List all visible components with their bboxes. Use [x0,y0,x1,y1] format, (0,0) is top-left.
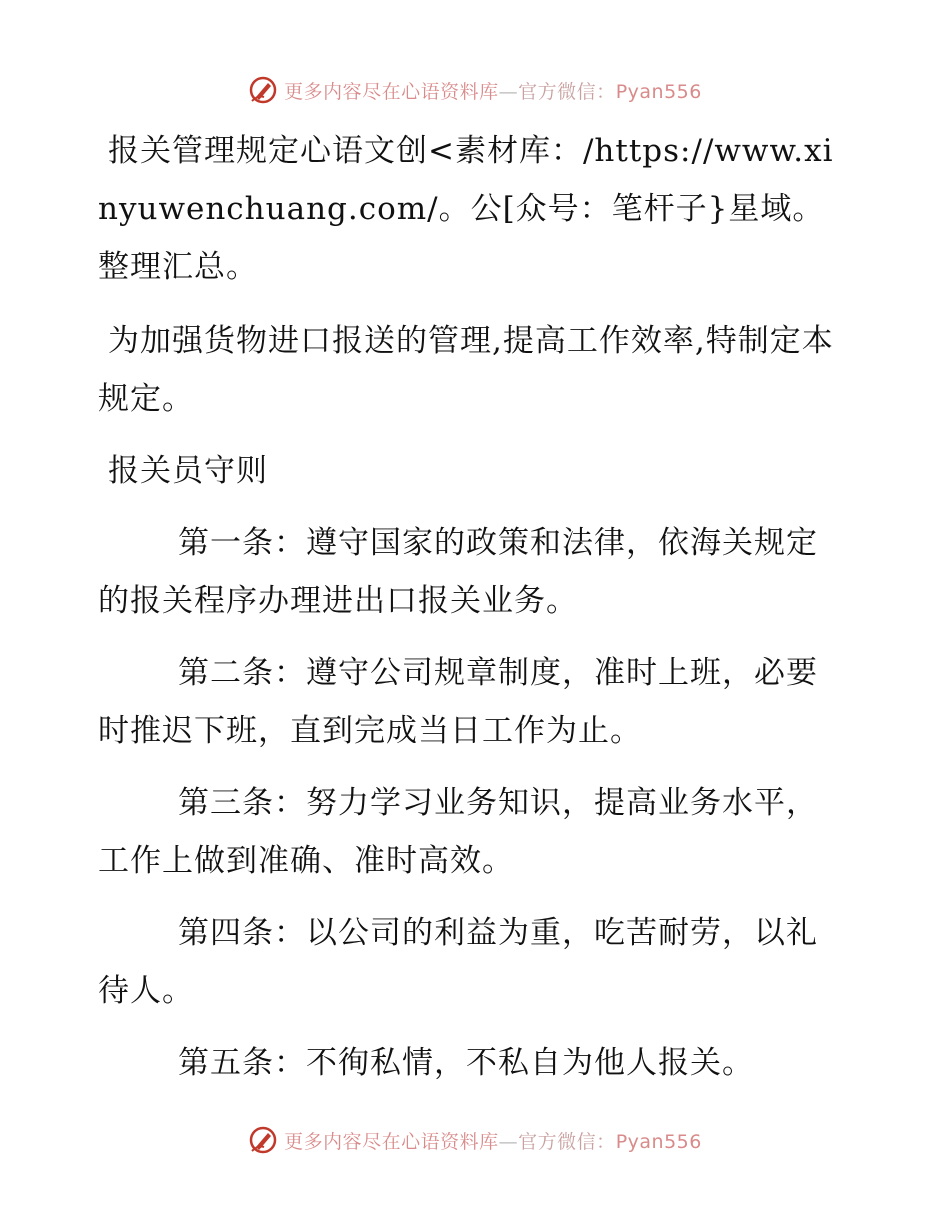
intro-paragraph: 报关管理规定心语文创<素材库：/https://www.xinyuwenchuang.com/。公[众号：笔杆子}星域。整理汇总。 [98,133,834,285]
pen-logo-icon [248,1125,278,1155]
banner-wechat-id: Pyan556 [615,1130,702,1153]
article-5: 第五条：不徇私情，不私自为他人报关。 [178,1045,754,1081]
banner-wechat-id: Pyan556 [615,80,702,103]
purpose-paragraph: 为加强货物进口报送的管理,提高工作效率,特制定本规定。 [98,323,834,417]
footer-banner [0,1120,950,1160]
banner-dash: — [498,80,519,103]
document-body [98,122,838,1092]
banner-slogan: 更多内容尽在心语资料库 [284,1130,499,1153]
header-banner [0,70,950,110]
pen-logo-icon [248,75,278,105]
banner-dash: — [498,1130,519,1153]
article-2: 第二条：遵守公司规章制度，准时上班，必要时推迟下班，直到完成当日工作为止。 [98,655,818,749]
article-4: 第四条：以公司的利益为重，吃苦耐劳，以礼待人。 [98,915,818,1009]
section-title: 报关员守则 [108,453,268,489]
banner-official-label: 官方微信： [518,80,616,103]
banner-slogan: 更多内容尽在心语资料库 [284,80,499,103]
banner-official-label: 官方微信： [518,1130,616,1153]
article-3: 第三条：努力学习业务知识，提高业务水平，工作上做到准确、准时高效。 [98,785,818,879]
banner-text [284,1127,702,1154]
banner-text [284,77,702,104]
article-1: 第一条：遵守国家的政策和法律，依海关规定的报关程序办理进出口报关业务。 [98,525,818,619]
